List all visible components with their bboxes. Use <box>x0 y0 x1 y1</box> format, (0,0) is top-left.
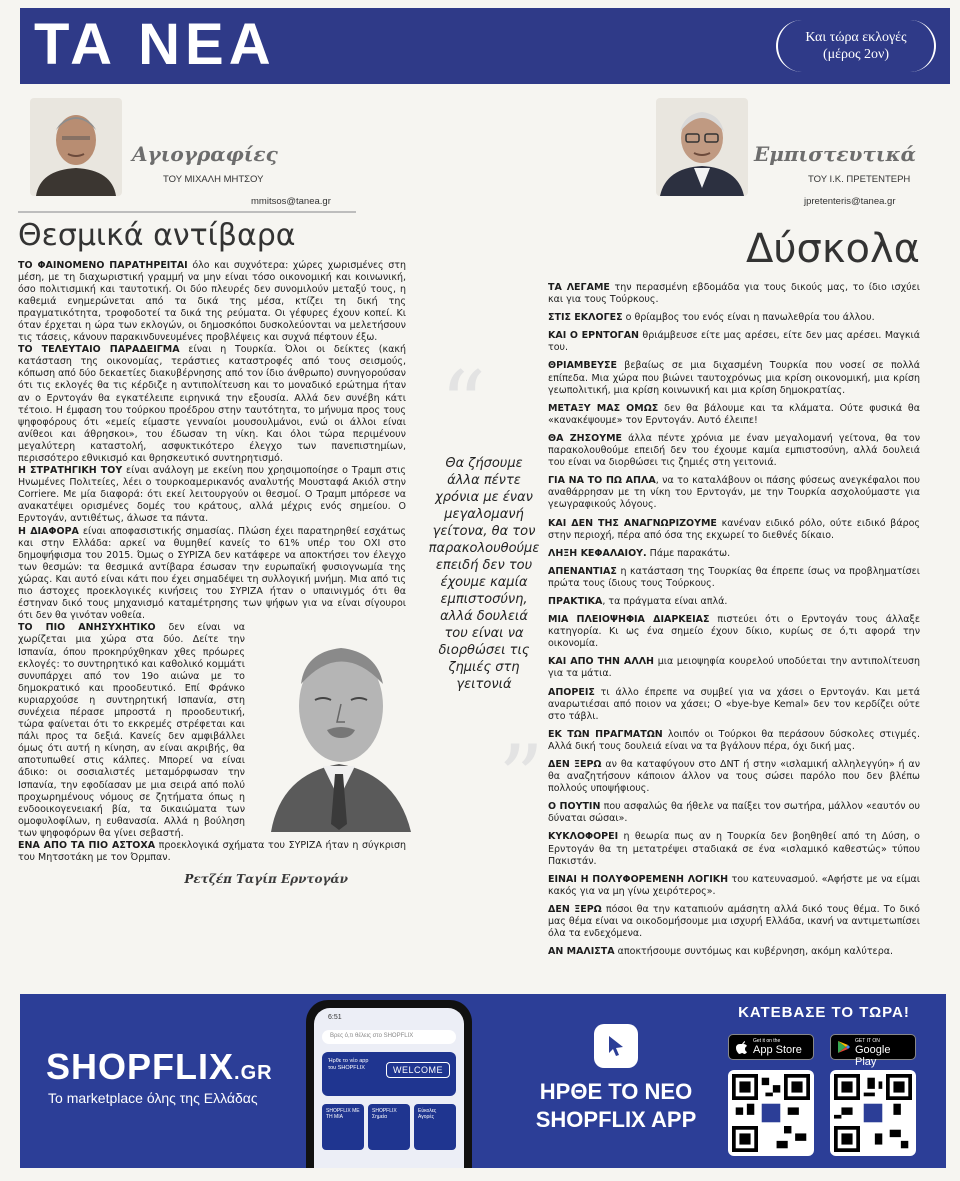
pull-quote <box>428 455 540 693</box>
paragraph: ΑΠΟΡΕΙΣ τι άλλο έπρεπε να συμβεί για να χάσει ο Ερντογάν. Και μετά αναρωτιέσαι από ποιον να χάσει; Ο «bye-bye Kemal» δεν τον κερδίζει ούτε στο τάβλι. <box>548 686 920 722</box>
phone-mockup <box>306 1000 472 1168</box>
divider <box>18 211 356 213</box>
phone-welcome-label: WELCOME <box>386 1062 450 1078</box>
left-column <box>18 96 406 886</box>
paragraph: ΘΡΙΑΜΒΕΥΣΕ βεβαίως σε μια διχασμένη Τουρκία που νοσεί σε πολλά επίπεδα. Μια χώρα που βιώνει ταυτοχρόνως μια κρίση οικονομική, μια κρίση γεωπολιτική, μια κρίση κοινωνική και μια κρίση δημοκρατίας. <box>548 360 920 396</box>
pull-quote-text: Θα ζήσουμε άλλα πέντε χρόνια με έναν μεγαλομανή γείτονα, θα τον παρακολουθούμε επειδή δεν του έχουμε καμία εμπιστοσύνη, αλλά δουλειά του είναι να διορθώσει τις ζημιές στη γειτονιά <box>428 456 540 692</box>
cursor-icon <box>603 1033 629 1059</box>
paragraph: ΜΙΑ ΠΛΕΙΟΨΗΦΙΑ ΔΙΑΡΚΕΙΑΣ πιστεύει ότι ο Ερντογάν τους άλλαξε κατηγορία. Κι ως ένα σημείο έχουν δίκιο, κυρίως σε ό,τι αφορά την οικονομία. <box>548 614 920 650</box>
paragraph: ΚΑΙ ΔΕΝ ΤΗΣ ΑΝΑΓΝΩΡΙΖΟΥΜΕ κανέναν ειδικό ρόλο, ούτε ειδικό βάρος στην περιοχή, πέρα από όσα της εκχωρεί το διεθνές δίκαιο. <box>548 517 921 541</box>
author-email[interactable]: mmitsos@tanea.gr <box>251 196 331 207</box>
open-quote-icon: “ <box>440 352 487 457</box>
qr-code-icon <box>732 1074 810 1152</box>
right-column <box>548 96 920 964</box>
phone-hero <box>322 1052 456 1096</box>
paragraph: ΚΑΙ Ο ΕΡΝΤΟΓΑΝ θριάμβευσε είτε μας αρέσει, είτε δεν μας αρέσει. Μαγκιά του. <box>548 330 920 354</box>
paragraph: ΑΝ ΜΑΛΙΣΤΑ αποκτήσουμε συντόμως και κυβέρνηση, ακόμη καλύτερα. <box>548 946 894 958</box>
column-name: Αγιογραφίες <box>132 142 278 166</box>
author-email[interactable]: jpretenteris@tanea.gr <box>804 196 896 207</box>
avatar-mitsos <box>30 98 122 196</box>
photo-caption: Ρετζέπ Ταγίπ Ερντογάν <box>184 872 348 887</box>
phone-tiles <box>322 1104 456 1150</box>
google-play-button[interactable]: GET IT ON Google Play <box>830 1034 916 1060</box>
phone-search-bar: Βρες ό,τι θέλεις στο SHOPFLIX <box>322 1030 456 1044</box>
paragraph: ΑΠΕΝΑΝΤΙΑΣ η κατάσταση της Τουρκίας θα έπρεπε ίσως να προβληματίσει πρώτα τους ίδιους τους Τούρκους. <box>548 565 920 589</box>
newspaper-logo: ΤΑ ΝΕΑ <box>34 12 276 77</box>
ad-brand: SHOPFLIX.GR <box>46 1046 273 1087</box>
phone-tile: SHOPFLIX ΜΕ ΤΗ ΜΙΑ <box>322 1104 364 1150</box>
paragraph: ΤΟ ΤΕΛΕΥΤΑΙΟ ΠΑΡΑΔΕΙΓΜΑ είναι η Τουρκία. Όλοι οι δείκτες (κακή κατάσταση της οικονομίας, τεράστιες καταστροφές από τους σεισμούς, κόπωση από δύο δεκαετίες διακυβέρνησης από τον ίδιο άνθρωπο) συνηγορούσαν ότι τις εκλογές θα τις κέρδιζε η αντιπολίτευση και το μοναδικό ερώτημα ήταν αν ο Ερντογάν θα εγκατέλειπε ειρηνικά την εξουσία. Αλλά δεν συνέβη κάτι τέτοιο. Η έμφαση του τούρκου προέδρου στην ταυτότητα, το μήνυμα προς τους ψηφοφόρους ότι «εμείς είμαστε γενναίοι μουσουλμάνοι, ενώ οι άλλοι είναι ανίθεοι και άθρησκοι», του έδωσαν τη νίκη. Και όλοι τώρα περιμένουν μεγαλύτερη καταστολή, ασφυκτικότερο έλεγχο των πανεπιστημίων, περισσότερο εθνικισμό και θρησκευτικό συντηρητισμό. <box>18 344 406 464</box>
phone-time: 6:51 <box>328 1014 342 1021</box>
paragraph: ΤΟ ΦΑΙΝΟΜΕΝΟ ΠΑΡΑΤΗΡΕΙΤΑΙ όλο και συχνότερα: χώρες χωρισμένες στη μέση, με τη διαχωριστική γραμμή να μην είναι τόσο οικονομική και κοινωνική, όσο πολιτισμική και ταυτοτική. Οι δύο πλευρές δεν συνομιλούν μεταξύ τους, η καθεμιά ενημερώνεται από τα δικά της μέσα, κτίζει τη δική της πραγματικότητα, τροφοδοτεί τα δικά της ρεύματα. Οι γέφυρες έχουν κοπεί. Κι όταν έρχεται η ώρα των εκλογών, οι δημοσκόποι δυσκολεύονται να μελετήσουν τις τάσεις, κάνουν παρακινδυνευμένες προβλέψεις και συχνά πέφτουν έξω. <box>18 259 406 344</box>
issue-line-1: Και τώρα εκλογές <box>805 30 907 45</box>
right-byline <box>548 96 920 206</box>
author-portrait-icon <box>30 98 122 196</box>
article-body <box>548 282 920 958</box>
paragraph: ΘΑ ΖΗΣΟΥΜΕ άλλα πέντε χρόνια με έναν μεγαλομανή γείτονα, θα τον παρακολουθούμε επειδή δεν του έχουμε καμία εμπιστοσύνη, αλλά δουλειά του είναι να διορθώσει τις ζημιές στη γειτονιά. <box>548 432 920 469</box>
phone-tile: SHOPFLIX Σημεία <box>368 1104 410 1150</box>
paragraph: ΜΕΤΑΞΥ ΜΑΣ ΟΜΩΣ δεν θα βάλουμε και τα κλάματα. Ούτε φυσικά θα «κανακέψουμε» τον Ερντογάν. Αυτό έλειπε! <box>548 402 920 426</box>
article-headline: Δύσκολα <box>746 226 920 272</box>
app-store-button[interactable]: Get it on the App Store <box>728 1034 814 1060</box>
left-byline <box>18 96 406 206</box>
close-quote-icon: ” <box>498 726 545 831</box>
shopflix-app-icon <box>594 1024 638 1068</box>
paragraph: ΓΙΑ ΝΑ ΤΟ ΠΩ ΑΠΛΑ, να το καταλάβουν οι πάσης φύσεως ανεγκέφαλοι που αναθάρρησαν με τη νίκη του Ερντογάν, με την Τουρκία ασχολούμαστε για γεωγραφικούς λόγους. <box>548 475 920 511</box>
issue-badge <box>776 20 936 72</box>
phone-screen <box>314 1008 464 1168</box>
paragraph: ΛΗΞΗ ΚΕΦΑΛΑΙΟΥ. Πάμε παρακάτω. <box>548 547 731 559</box>
portrait-sketch-icon <box>251 624 426 832</box>
paragraph: ΣΤΙΣ ΕΚΛΟΓΕΣ ο θρίαμβος του ενός είναι η πανωλεθρία του άλλου. <box>548 312 875 324</box>
google-play-icon <box>837 1040 851 1054</box>
article-headline: Θεσμικά αντίβαρα <box>18 218 296 253</box>
paragraph: Ο ΠΟΥΤΙΝ που ασφαλώς θα ήθελε να παίξει τον σωτήρα, μάλλον «εαυτόν ου δύναται σώσαι». <box>548 801 920 825</box>
paragraph: ΕΚ ΤΩΝ ΠΡΑΓΜΑΤΩΝ λοιπόν οι Τούρκοι θα περάσουν δύσκολες στιγμές. Αλλά δική τους δουλειά είναι να τα βγάλουν πέρα, όχι δική μας. <box>548 728 920 752</box>
paragraph: ΚΥΚΛΟΦΟΡΕΙ η θεωρία πως αν η Τουρκία δεν βοηθηθεί από τη Δύση, ο Ερντογάν θα τη μετατρέψει σταδιακά σε ένα «ισλαμικό καθεστώς» τύπου Πακιστάν. <box>548 831 920 867</box>
masthead <box>20 8 950 84</box>
ad-headline: ΗΡΘΕ ΤΟ ΝΕΟ SHOPFLIX APP <box>535 1079 697 1132</box>
paragraph: Η ΔΙΑΦΟΡΑ είναι αποφασιστικής σημασίας. Πλώση έχει παρατηρηθεί εσχάτως και στην Ελλάδα: αρκεί να θυμηθεί κανείς το 61% υπέρ του ΟΧΙ στο δημοψήφισμα του 2015. Όμως ο ΣΥΡΙΖΑ δεν κατάφερε να αποκτήσει τον έλεγχο των θεσμών: τα θεσμικά αντίβαρα έσωσαν την ευρωπαϊκή φυσιογνωμία της χώρας. Και αυτό είναι κάτι που έχει σημαδέψει τη συλλογική μνήμη. Μια από τις πιο άστοχες προεκλογικές κινήσεις του ΣΥΡΙΖΑ ήταν ο υπαινιγμός ότι θα έστηναν δικό τους μηχανισμό καταμέτρησης των ψήφων για να είναι σίγουροι ότι δεν θα γινόταν νοθεία. <box>18 525 406 622</box>
paragraph: ΤΑ ΛΕΓΑΜΕ την περασμένη εβδομάδα για τους δικούς μας, το ίδιο ισχύει και για τους Τούρκους. <box>548 282 920 306</box>
phone-tile: Εύκολες Αγορές <box>414 1104 456 1150</box>
author-name: ΤΟΥ Ι.Κ. ΠΡΕΤΕΝΤΕΡΗ <box>808 174 911 185</box>
apple-icon <box>735 1040 749 1054</box>
ad-tagline: Το marketplace όλης της Ελλάδας <box>48 1090 258 1106</box>
qr-code-ios[interactable] <box>728 1070 814 1156</box>
paragraph: ΤΟ ΠΙΟ ΑΝΗΣΥΧΗΤΙΚΟ δεν είναι να χωρίζεται μια χώρα στα δύο. Δείτε την Ισπανία, όπου προκηρύχθηκαν χθες πρόωρες εκλογές: το συντηρητικό και καθολικό κομμάτι συνυπάρχει από τον 19ο αιώνα με το δημοκρατικό και προοδευτικό. Επί Φράνκο κυριαρχούσε η συντηρητική Ισπανία, στη συνέχεια πέρασε μπροστά η προοδευτική, τώρα φαίνεται ότι το εκκρεμές στρέφεται και πάλι προς τα δεξιά. Κανείς δεν αμφιβάλλει όμως ότι αυτή η κίνηση, αν είναι ακριβής, θα αποτυπωθεί στις κάλπες. Μπορεί να είναι άδικο: οι σοσιαλιστές μεταμόρφωσαν την Ισπανία, την εφοδίασαν με μια σειρά από πολύ προχωρημένους νόμους σε ζητήματα όπως η ενδοοικογενειακή βία, τα δικαιώματα των ομοφυλοφίλων, η ευθανασία. Αλλά η βούληση των ψηφοφόρων θα γίνει σεβαστή. <box>18 622 245 839</box>
download-cta: ΚΑΤΕΒΑΣΕ ΤΟ ΤΩΡΑ! <box>738 1004 910 1021</box>
author-portrait-icon <box>656 98 748 196</box>
erdogan-photo <box>251 624 426 832</box>
shopflix-ad-banner[interactable] <box>20 994 946 1168</box>
author-name: ΤΟΥ ΜΙΧΑΛΗ ΜΗΤΣΟΥ <box>163 174 264 185</box>
article-body <box>18 260 406 865</box>
paragraph: ΔΕΝ ΞΕΡΩ αν θα καταφύγουν στο ΔΝΤ ή στην «ισλαμική αλληλεγγύη» ή αν θα αναζητήσουν κάποιον άλλον να τους σώσει παρόλο που δεν βλέπω πολλούς υποψήφιους. <box>548 759 920 795</box>
paragraph: ΚΑΙ ΑΠΟ ΤΗΝ ΑΛΛΗ μια μειοψηφία κουρελού υποδύεται την αντιπολίτευση για τα μάτια. <box>548 656 920 680</box>
issue-line-2: (μέρος 2ον) <box>822 47 890 62</box>
phone-promo-text: Ήρθε το νέο app του SHOPFLIX <box>328 1058 369 1071</box>
paragraph: ΕΙΝΑΙ Η ΠΟΛΥΦΟΡΕΜΕΝΗ ΛΟΓΙΚΗ του κατευνασμού. «Αφήστε με να είμαι κακός για να μη γίνω χειρότερος». <box>548 873 920 897</box>
column-name: Εμπιστευτικά <box>754 142 916 166</box>
avatar-pretenteris <box>656 98 748 196</box>
paragraph: Η ΣΤΡΑΤΗΓΙΚΗ ΤΟΥ είναι ανάλογη με εκείνη που χρησιμοποίησε ο Τραμπ στις Ηνωμένες Πολιτείες, λέει ο τουρκοαμερικανός αναλυτής Μουσταφά Ακιόλ στην Corriere. Με μία διαφορά: ότι εκεί λειτουργούν οι θεσμοί. Ο Τραμπ μπόρεσε να ανακατέψει ορισμένες δομές του κράτους, αλλά μέχρις ενός σημείου. Ο Ερντογάν, αντιθέτως, άλωσε τα πάντα. <box>18 465 406 525</box>
paragraph: ΔΕΝ ΞΕΡΩ πόσοι θα την καταπιούν αμάσητη αλλά δικό τους θέμα. Το δικό μας θέμα είναι να οικοδομήσουμε μια ισχυρή Ελλάδα, ικανή να αντιμετωπίσει όλα τα ενδεχόμενα. <box>548 903 920 940</box>
qr-code-icon <box>834 1074 912 1152</box>
paragraph: ΠΡΑΚΤΙΚΑ, τα πράγματα είναι απλά. <box>548 595 728 607</box>
paragraph: ΕΝΑ ΑΠΟ ΤΑ ΠΙΟ ΑΣΤΟΧΑ προεκλογικά σχήματα του ΣΥΡΙΖΑ ήταν η σύγκριση του Μητσοτάκη με τον Όρμπαν. <box>18 840 406 864</box>
qr-code-android[interactable] <box>830 1070 916 1156</box>
